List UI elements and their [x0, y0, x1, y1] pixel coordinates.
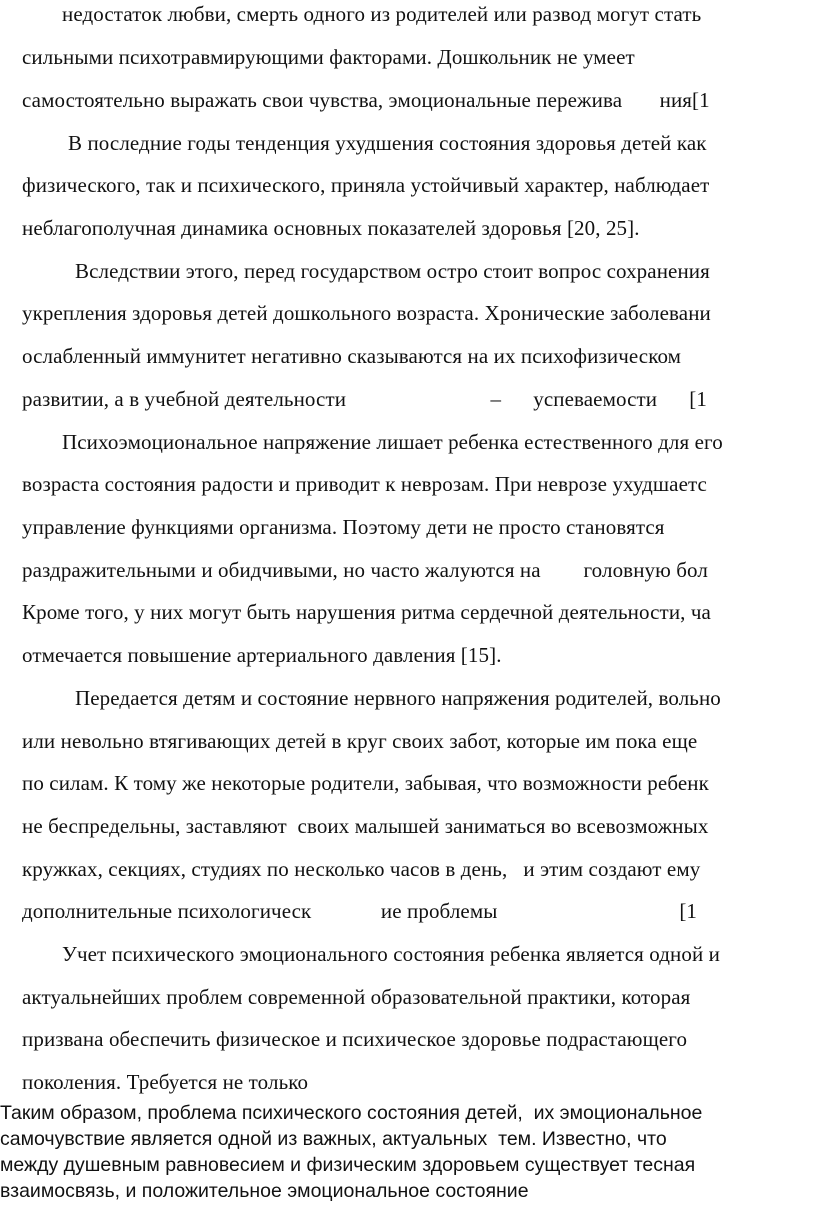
- text-line: не беспредельны, заставляют своих малышей заниматься во всевозможных: [22, 814, 709, 838]
- text-line: Передается детям и состояние нервного напряжения родителей, вольно: [75, 686, 721, 710]
- text-line: ослабленный иммунитет негативно сказываются на их психофизическом: [22, 344, 682, 368]
- text-line: возраста состояния радости и приводит к неврозам. При неврозе ухудшаетс: [22, 472, 707, 496]
- text-line: дополнительные психологическ ие проблемы [1: [22, 899, 698, 923]
- text-line: поколения. Требуется не только: [22, 1070, 309, 1094]
- text-line: актуальнейших проблем современной образовательной практики, которая: [22, 985, 691, 1009]
- text-line: сильными психотравмирующими факторами. Дошкольник не умеет: [22, 45, 635, 69]
- text-line: раздражительными и обидчивыми, но часто жалуются на головную бол: [22, 558, 708, 582]
- text-line: по силам. К тому же некоторые родители, забывая, что возможности ребенк: [22, 771, 709, 795]
- text-line: кружках, секциях, студиях по несколько часов в день, и этим создают ему: [22, 857, 701, 881]
- text-line: Кроме того, у них могут быть нарушения ритма сердечной деятельности, ча: [22, 600, 711, 624]
- text-line: В последние годы тенденция ухудшения состояния здоровья детей как: [68, 131, 707, 155]
- text-line: развитии, а в учебной деятельности – успеваемости [1: [22, 387, 707, 411]
- text-line: взаимосвязь, и положительное эмоциональное состояние: [0, 1180, 529, 1202]
- text-line: Таким образом, проблема психического состояния детей, их эмоциональное: [0, 1102, 703, 1124]
- text-line: управление функциями организма. Поэтому дети не просто становятся: [22, 515, 665, 539]
- text-line: самочувствие является одной из важных, актуальных тем. Известно, что: [0, 1128, 667, 1150]
- text-line: недостаток любви, смерть одного из родителей или развод могут стать: [62, 2, 702, 26]
- text-line: Учет психического эмоционального состояния ребенка является одной и: [62, 942, 721, 966]
- text-line: физического, так и психического, приняла устойчивый характер, наблюдает: [22, 173, 710, 197]
- text-line: отмечается повышение артериального давления [15].: [22, 643, 502, 667]
- text-line: Психоэмоциональное напряжение лишает ребенка естественного для его: [62, 430, 723, 454]
- text-line: укрепления здоровья детей дошкольного возраста. Хронические заболевани: [22, 301, 711, 325]
- text-line: неблагополучная динамика основных показателей здоровья [20, 25].: [22, 216, 640, 240]
- text-line: Вследствии этого, перед государством остро стоит вопрос сохранения: [75, 259, 710, 283]
- text-line: или невольно втягивающих детей в круг своих забот, которые им пока еще: [22, 729, 698, 753]
- text-line: самостоятельно выражать свои чувства, эмоциональные пережива ния[1: [22, 88, 710, 112]
- text-line: призвана обеспечить физическое и психическое здоровье подрастающего: [22, 1027, 688, 1051]
- text-line: между душевным равновесием и физическим здоровьем существует тесная: [0, 1154, 696, 1176]
